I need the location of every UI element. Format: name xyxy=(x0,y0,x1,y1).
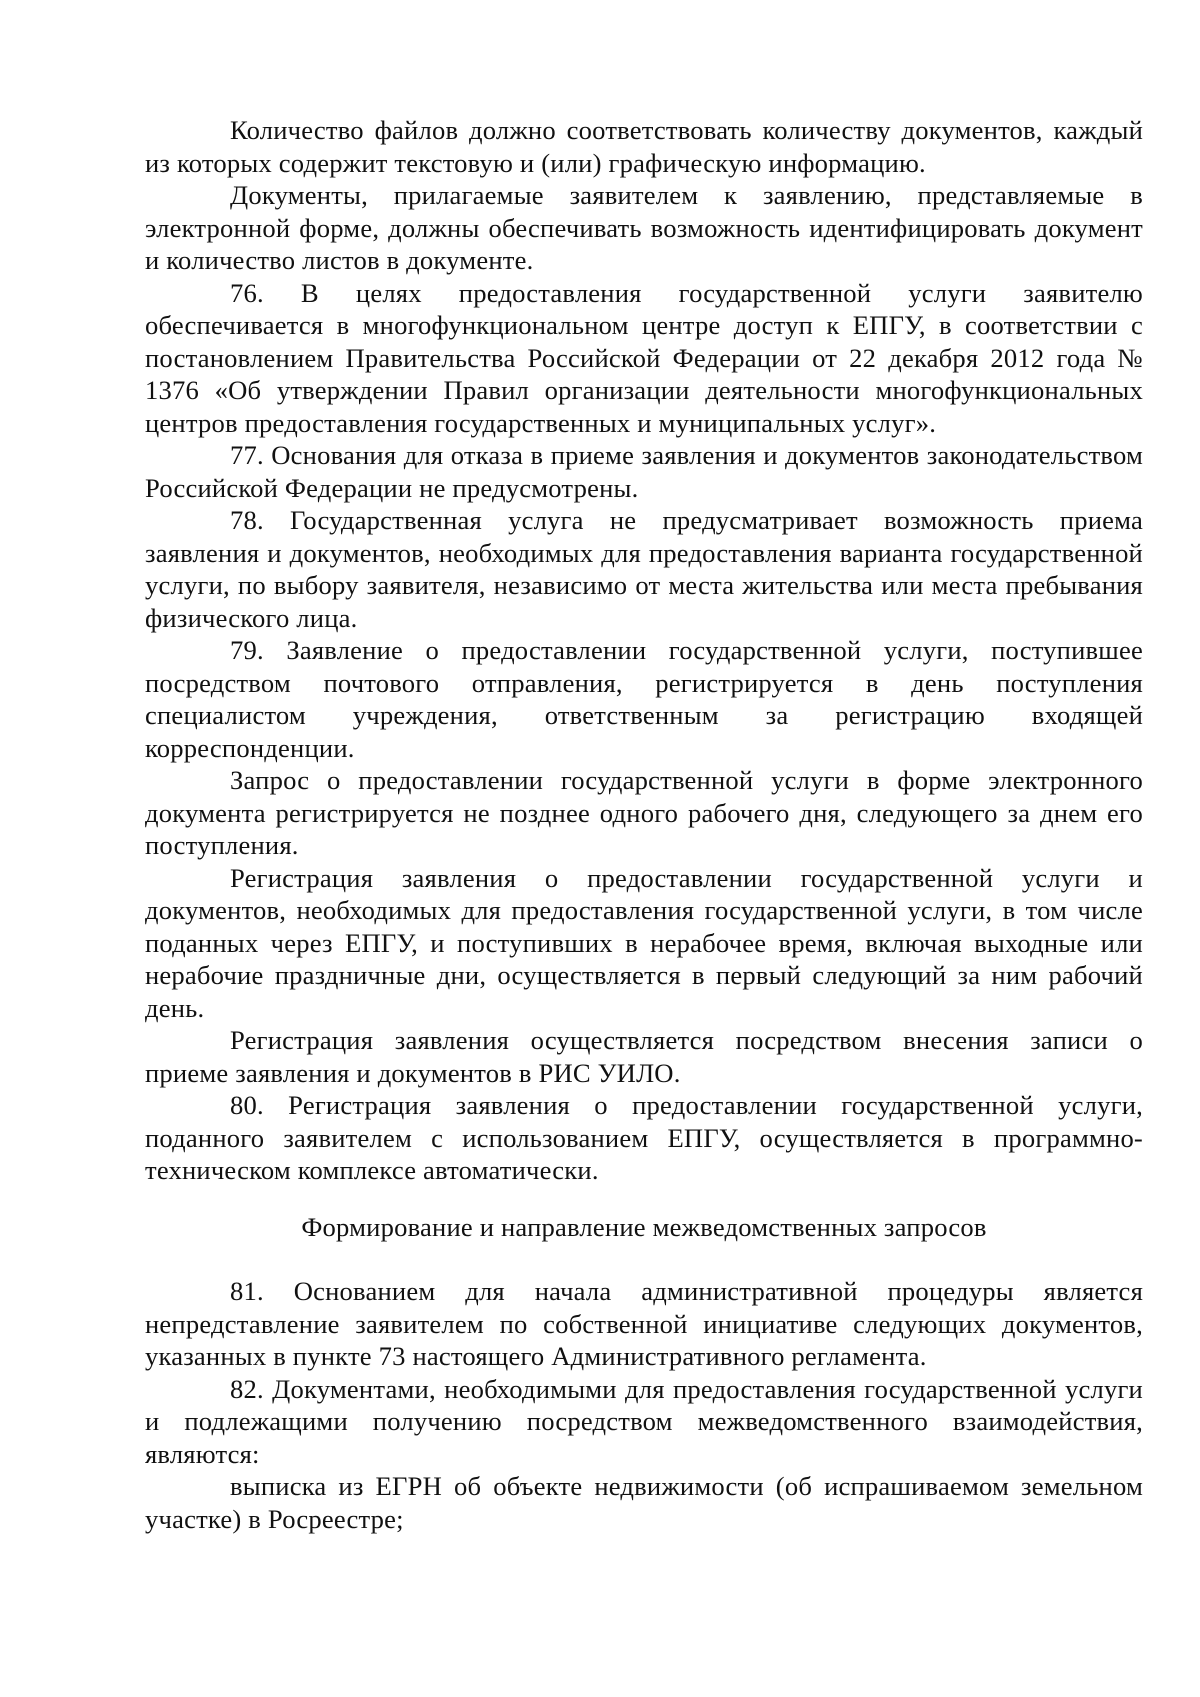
paragraph-76: 76. В целях предоставления государственной услуги заявителю обеспечивается в многофункциональном центре доступ к ЕПГУ, в соответствии с постановлением Правительства Российской Федерации от 22 декабря 2012 года № 1376 «Об утверждении Правил организации деятельности многофункциональных центров предоставления государственных и муниципальных услуг». xyxy=(145,277,1143,438)
section-heading: Формирование и направление межведомственных запросов xyxy=(301,1211,987,1242)
paragraph-80: 80. Регистрация заявления о предоставлении государственной услуги, поданного заявителем с использованием ЕПГУ, осуществляется в программно-техническом комплексе автоматически. xyxy=(145,1090,1143,1185)
paragraph-82: 82. Документами, необходимыми для предоставления государственной услуги и подлежащими получению посредством межведомственного взаимодействия, являются: xyxy=(145,1373,1143,1469)
paragraph-78: 78. Государственная услуга не предусматривает возможность приема заявления и документов, необходимых для предоставления варианта государственной услуги, по выбору заявителя, независимо от места жительства или места пребывания физического лица. xyxy=(145,505,1143,633)
document-body xyxy=(145,114,1143,1535)
paragraph-77: 77. Основания для отказа в приеме заявления и документов законодательством Российской Федерации не предусмотрены. xyxy=(145,440,1143,503)
paragraph-electronic-request: Запрос о предоставлении государственной услуги в форме электронного документа регистрируется не позднее одного рабочего дня, следующего за днем его поступления. xyxy=(145,765,1143,860)
paragraph-files-count: Количество файлов должно соответствовать количеству документов, каждый из которых содержит текстовую и (или) графическую информацию. xyxy=(145,115,1143,178)
paragraph-81: 81. Основанием для начала административной процедуры является непредставление заявителем по собственной инициативе следующих документов, указанных в пункте 73 настоящего Административного регламента. xyxy=(145,1276,1143,1371)
paragraph-registration-timing: Регистрация заявления о предоставлении государственной услуги и документов, необходимых для предоставления государственной услуги, в том числе поданных через ЕПГУ, и поступивших в нерабочее время, включая выходные или нерабочие праздничные дни, осуществляется в первый следующий за ним рабочий день. xyxy=(145,862,1143,1023)
paragraph-registration-record: Регистрация заявления осуществляется посредством внесения записи о приеме заявления и документов в РИС УИЛО. xyxy=(145,1025,1143,1088)
paragraph-electronic-documents: Документы, прилагаемые заявителем к заявлению, представляемые в электронной форме, должны обеспечивать возможность идентифицировать документ и количество листов в документе. xyxy=(145,180,1143,275)
paragraph-79: 79. Заявление о предоставлении государственной услуги, поступившее посредством почтового отправления, регистрируется в день поступления специалистом учреждения, ответственным за регистрацию входящей корреспонденции. xyxy=(145,635,1143,763)
paragraph-egrn-extract: выписка из ЕГРН об объекте недвижимости (об испрашиваемом земельном участке) в Росреестре; xyxy=(145,1471,1143,1534)
